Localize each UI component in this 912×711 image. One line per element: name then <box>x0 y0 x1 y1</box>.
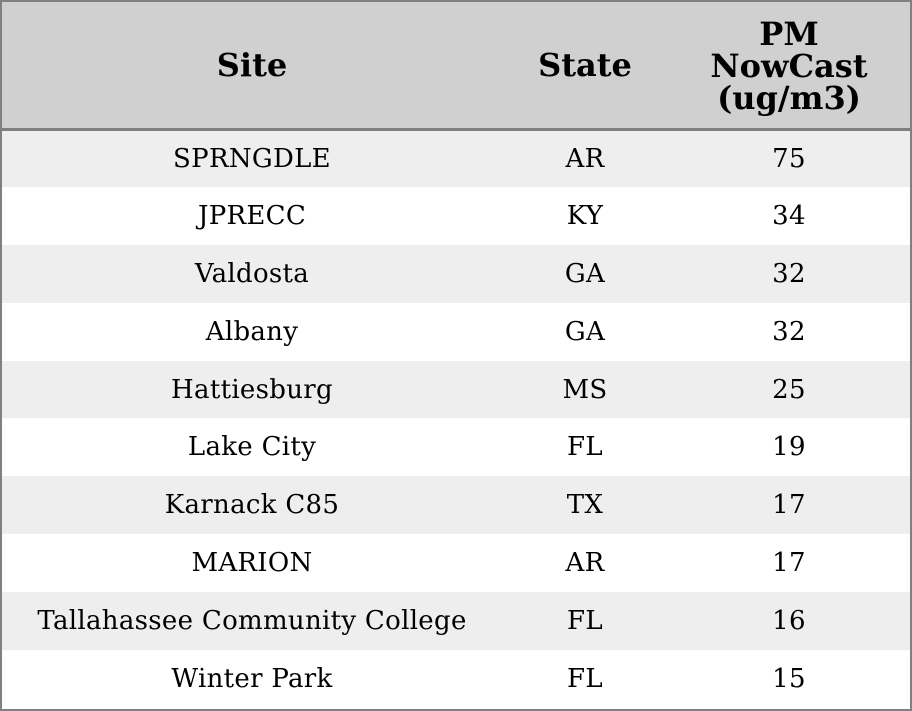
cell-pm-value: 25 <box>772 374 806 405</box>
cell-pm-value: 75 <box>772 143 806 174</box>
table-row <box>2 303 910 361</box>
table-row <box>2 592 910 650</box>
cell-pm-value: 16 <box>772 606 806 637</box>
pm-nowcast-table <box>2 2 910 708</box>
table-header <box>2 2 910 129</box>
table-row <box>2 534 910 592</box>
cell-site: Winter Park <box>171 663 333 694</box>
cell-state: MS <box>562 374 608 405</box>
cell-site: Karnack C85 <box>164 490 340 521</box>
header-row <box>2 2 910 129</box>
cell-pm-value: 32 <box>772 258 806 289</box>
cell-state: KY <box>566 200 604 231</box>
cell-pm-value: 15 <box>772 663 806 694</box>
table-row <box>2 129 910 187</box>
table-row <box>2 187 910 245</box>
table-row <box>2 476 910 534</box>
cell-site: JPRECC <box>197 200 307 231</box>
header-pm-line-3: (ug/m3) <box>717 78 861 117</box>
cell-pm-value: 34 <box>772 200 806 231</box>
cell-state: GA <box>564 316 606 347</box>
table-body <box>2 129 910 708</box>
header-pm-line-2: NowCast <box>710 46 868 85</box>
cell-state: FL <box>567 663 603 694</box>
cell-site: Albany <box>205 316 299 347</box>
cell-site: MARION <box>191 548 313 579</box>
cell-site: Valdosta <box>194 258 310 289</box>
header-site: Site <box>2 2 502 129</box>
cell-site: Hattiesburg <box>171 374 333 405</box>
cell-state: TX <box>566 490 604 521</box>
cell-pm-value: 32 <box>772 316 806 347</box>
cell-site: SPRNGDLE <box>173 143 331 174</box>
cell-pm-value: 17 <box>772 490 806 521</box>
header-pm-line-1: PM <box>759 14 819 53</box>
header-state: State <box>502 2 668 129</box>
table-row <box>2 418 910 476</box>
cell-pm-value: 19 <box>772 432 806 463</box>
cell-state: FL <box>567 606 603 637</box>
cell-site: Tallahassee Community College <box>37 606 467 637</box>
cell-state: AR <box>565 548 605 579</box>
cell-site: Lake City <box>187 432 317 463</box>
cell-state: FL <box>567 432 603 463</box>
cell-state: GA <box>564 258 606 289</box>
header-pm-nowcast <box>668 2 910 129</box>
cell-state: AR <box>565 143 605 174</box>
table-row <box>2 650 910 708</box>
cell-pm-value: 17 <box>772 548 806 579</box>
table-row <box>2 245 910 303</box>
table-row <box>2 361 910 419</box>
